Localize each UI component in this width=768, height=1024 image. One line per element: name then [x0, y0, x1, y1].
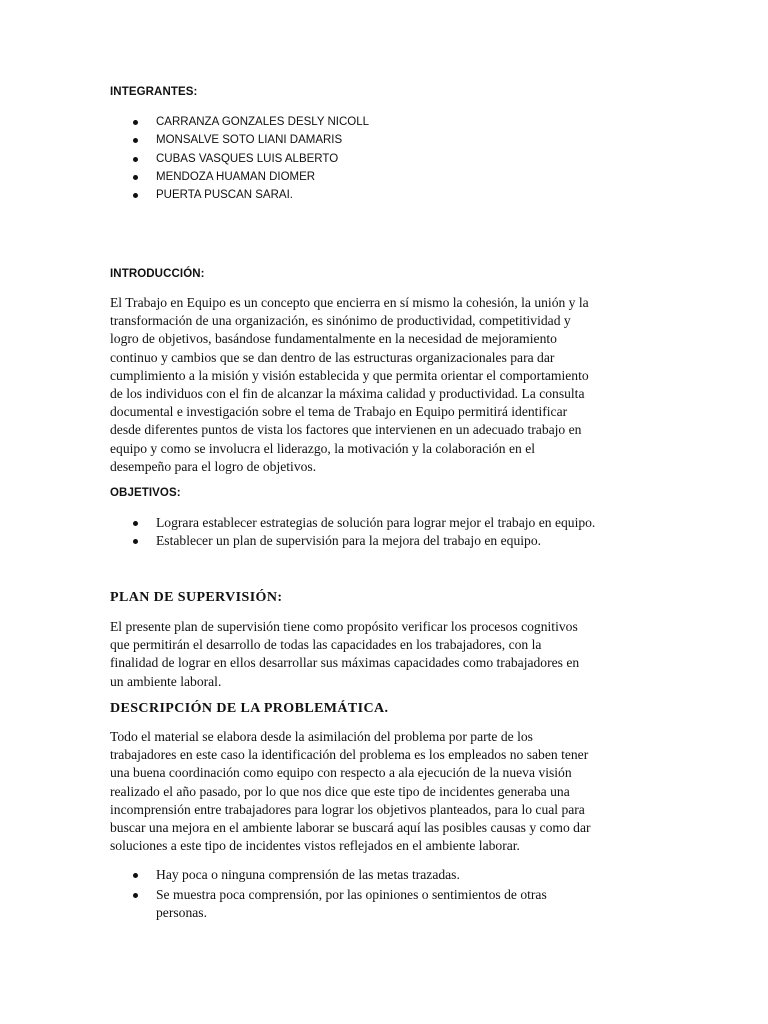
text-line: documental e investigación sobre el tema de Trabajo en Equipo permitirá identificar [110, 404, 568, 420]
text-line: El Trabajo en Equipo es un concepto que encierra en sí mismo la cohesión, la unión y la [110, 295, 589, 310]
list-item [110, 866, 547, 884]
member-name: MONSALVE SOTO LIANI DAMARIS [156, 134, 343, 147]
text-line: transformación de una organización, es sinónimo de productividad, competitividad y [110, 313, 571, 329]
text-line: equipo y como se involucra el liderazgo, la motivación y la colaboración en el [110, 440, 536, 456]
problem-text: personas. [156, 905, 207, 921]
objetivos-list [110, 514, 595, 550]
objective-text: Establecer un plan de supervisión para la mejora del trabajo en equipo. [156, 533, 542, 549]
text-line: incomprensión entre trabajadores para lograr los objetivos planteados, para lo cual para [110, 801, 585, 817]
member-name: PUERTA PUSCAN SARAI. [156, 189, 293, 202]
problematica-paragraph [110, 728, 670, 855]
text-line: desde diferentes puntos de vista los factores que intervienen en un adecuado trabajo en [110, 422, 582, 438]
text-line: trabajadores en este caso la identificación del problema es los empleados no saben tener [110, 747, 589, 763]
members-list [110, 113, 369, 204]
text-line: El presente plan de supervisión tiene como propósito verificar los procesos cognitivos [110, 619, 578, 634]
text-line: logro de objetivos, basándose fundamentalmente en la necesidad de mejoramiento [110, 331, 557, 347]
member-name: CUBAS VASQUES LUIS ALBERTO [156, 152, 339, 165]
text-line: un ambiente laboral. [110, 673, 222, 689]
bullet-icon [133, 175, 138, 180]
text-line: de los individuos con el fin de alcanzar la máxima calidad y productividad. La consulta [110, 386, 585, 402]
list-item [110, 514, 595, 532]
text-line: buscar una mejora en el ambiente laborar se buscará aquí las posibles causas y como dar [110, 820, 591, 836]
text-line: soluciones a este tipo de incidentes vistos reflejados en el ambiente laborar. [110, 838, 520, 854]
list-item [110, 532, 595, 550]
list-item [110, 150, 369, 168]
introduccion-paragraph [110, 294, 670, 476]
bullet-icon [133, 539, 138, 544]
bullet-icon [133, 893, 138, 898]
list-item [110, 113, 369, 131]
bullet-icon [133, 521, 138, 526]
bullet-icon [133, 193, 138, 198]
text-line: Todo el material se elabora desde la asimilación del problema por parte de los [110, 729, 533, 744]
introduccion-label: INTRODUCCIÓN: [110, 268, 205, 280]
list-item [110, 131, 369, 149]
bullet-icon [133, 120, 138, 125]
problem-text: Se muestra poca comprensión, por las opiniones o sentimientos de otras [156, 887, 547, 903]
text-line: que permitirán el desarrollo de todas las capacidades en los trabajadores, con la [110, 637, 542, 653]
objetivos-label: OBJETIVOS: [110, 487, 181, 499]
text-line: continuo y cambios que se dan dentro de las estructuras organizacionales para dar [110, 349, 555, 365]
text-line: desempeño para el logro de objetivos. [110, 458, 317, 474]
plan-heading: PLAN DE SUPERVISIÓN: [110, 590, 283, 605]
objective-text: Lograra establecer estrategias de solución para lograr mejor el trabajo en equipo. [156, 515, 596, 530]
text-line: realizado el año pasado, por lo que nos dice que este tipo de incidentes generaba una [110, 783, 570, 799]
integrantes-label: INTEGRANTES: [110, 86, 198, 98]
bullet-icon [133, 157, 138, 162]
plan-paragraph [110, 618, 670, 691]
bullet-icon [133, 138, 138, 143]
list-item [110, 168, 369, 186]
list-item [110, 186, 369, 204]
text-line: una buena coordinación como equipo con respecto a ala ejecución de la nueva visión [110, 765, 572, 781]
bullet-icon [133, 873, 138, 878]
problematica-list [110, 866, 547, 923]
member-name: CARRANZA GONZALES DESLY NICOLL [156, 116, 370, 128]
member-name: MENDOZA HUAMAN DIOMER [156, 170, 316, 183]
problem-text: Hay poca o ninguna comprensión de las metas trazadas. [156, 867, 460, 882]
problematica-heading: DESCRIPCIÓN DE LA PROBLEMÁTICA. [110, 701, 389, 716]
list-item [110, 886, 547, 922]
text-line: finalidad de lograr en ellos desarrollar sus máximas capacidades como trabajadores en [110, 655, 580, 671]
text-line: cumplimiento a la misión y visión establecida y que permita orientar el comportamiento [110, 367, 589, 383]
